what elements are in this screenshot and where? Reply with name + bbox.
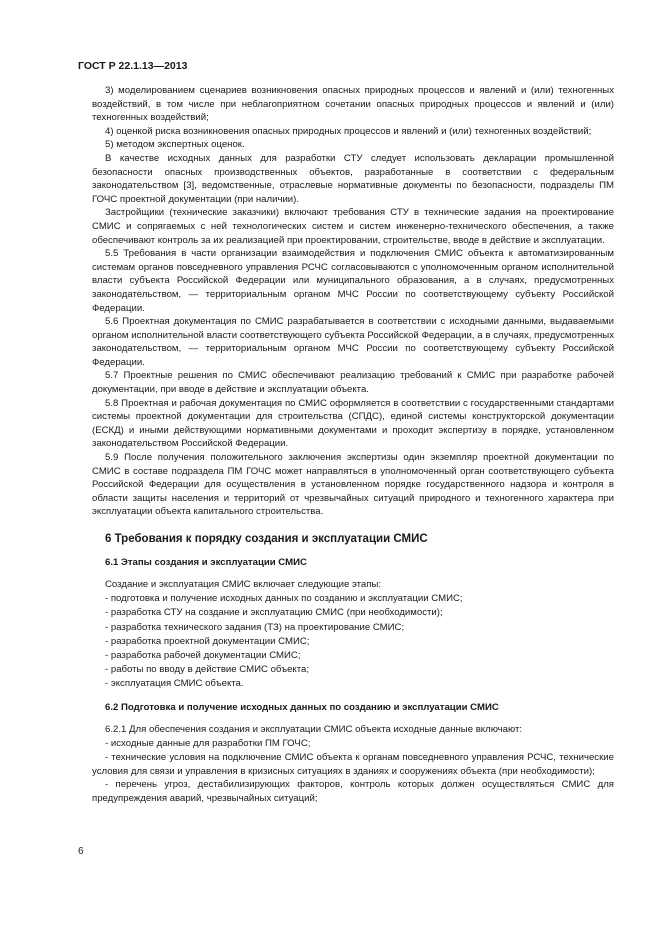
intro-item: 3) моделированием сценариев возникновения опасных природных процессов и явлений и (или) техногенных воздействий, в том числе при неблагоприятном сочетании опасных природных процессов и явлений и (или) техногенных воздействий; (92, 85, 614, 124)
document-code-header: ГОСТ Р 22.1.13—2013 (78, 60, 188, 72)
paragraph: Застройщики (технические заказчики) включают требования СТУ в технические задания на проектирование СМИС и сопрягаемых с ней технологических систем и систем инженерно-технического обеспечения, а также обеспечивают контроль за их реализацией при проектировании, строительстве, вводе в действие и эксплуатации. (92, 207, 614, 246)
list-item: - разработка СТУ на создание и эксплуатацию СМИС (при необходимости); (105, 607, 443, 619)
paragraph: В качестве исходных данных для разработки СТУ следует использовать декларации промышленной безопасности опасных производственных объектов, разработанные в соответствии с федеральным законодательством [3], ведомственные, отраслевые нормативные документы по безопасности, подразделы ПМ ГОЧС проектной документации (при наличии). (92, 152, 614, 205)
list-item: - технические условия на подключение СМИС объекта к органам повседневного управления РСЧС, технические условия для связи и управления в кризисных ситуациях в зданиях и сооружениях объекта (при необходимости); (92, 752, 614, 777)
subsection-6-1-lead: Создание и эксплуатация СМИС включает следующие этапы: (105, 579, 382, 590)
paragraph-5-5: 5.5 Требования в части организации взаимодействия и подключения СМИС объекта к автоматизированным системам органов повседневного управления РСЧС согласовываются с уполномоченным органом исполнительной власти субъекта Российской Федерации или муниципального образования, а в случаях, предусмотренных законодательством, — территориальным органом МЧС России по соответствующему субъекту Российской Федерации. (92, 248, 614, 314)
document-body (92, 84, 614, 805)
list-item: - исходные данные для разработки ПМ ГОЧС; (105, 737, 311, 749)
list-item: - подготовка и получение исходных данных по созданию и эксплуатации СМИС; (105, 593, 463, 605)
list-item: - эксплуатация СМИС объекта. (105, 678, 244, 690)
subsection-6-2-heading: 6.2 Подготовка и получение исходных данных по созданию и эксплуатации СМИС (105, 701, 499, 713)
subsection-6-2-lead: 6.2.1 Для обеспечения создания и эксплуатации СМИС объекта исходные данные включают: (105, 723, 523, 735)
list-item: - работы по вводу в действие СМИС объекта; (105, 664, 310, 676)
paragraph-5-9: 5.9 После получения положительного заключения экспертизы один экземпляр проектной документации по СМИС в составе подраздела ПМ ГОЧС может направляться в уполномоченный орган соответствующего субъекта Российской Федерации для осуществления в установленном порядке государственного надзора и контроля в области защиты населения и территорий от чрезвычайных ситуаций природного и техногенного характера при эксплуатации объекта капитального строительства. (92, 452, 614, 518)
paragraph-5-8: 5.8 Проектная и рабочая документация по СМИС оформляется в соответствии с государственными стандартами системы проектной документации для строительства (СПДС), единой системы конструкторской документации (ЕСКД) и иными действующими нормативными документами и проходит экспертизу в порядке, установленном законодательством Российской Федерации. (92, 397, 614, 450)
intro-item: 5) методом экспертных оценок. (105, 139, 245, 151)
section-6-heading: 6 Требования к порядку создания и эксплуатации СМИС (105, 533, 428, 545)
paragraph-5-7: 5.7 Проектные решения по СМИС обеспечивают реализацию требований к СМИС при разработке рабочей документации, при вводе в действие и эксплуатации объекта. (92, 370, 614, 396)
paragraph-5-6: 5.6 Проектная документация по СМИС разрабатывается в соответствии с исходными данными, выдаваемыми органом исполнительной власти соответствующего субъекта Российской Федерации, а в случаях, предусмотренных законодательством, — территориальным органом МЧС России по соответствующему субъекту Российской Федерации. (92, 316, 614, 368)
intro-item: 4) оценкой риска возникновения опасных природных процессов и явлений и (или) техногенных воздействий; (105, 125, 592, 137)
subsection-6-1-heading: 6.1 Этапы создания и эксплуатации СМИС (105, 557, 307, 568)
list-item: - разработка проектной документации СМИС; (105, 635, 310, 647)
list-item: - перечень угроз, дестабилизирующих факторов, контроль которых должен осуществляться СМИС для предупреждения аварий, чрезвычайных ситуаций; (92, 779, 614, 804)
page-number: 6 (78, 846, 84, 857)
list-item: - разработка технического задания (ТЗ) на проектирование СМИС; (105, 621, 405, 633)
list-item: - разработка рабочей документации СМИС; (105, 650, 301, 662)
